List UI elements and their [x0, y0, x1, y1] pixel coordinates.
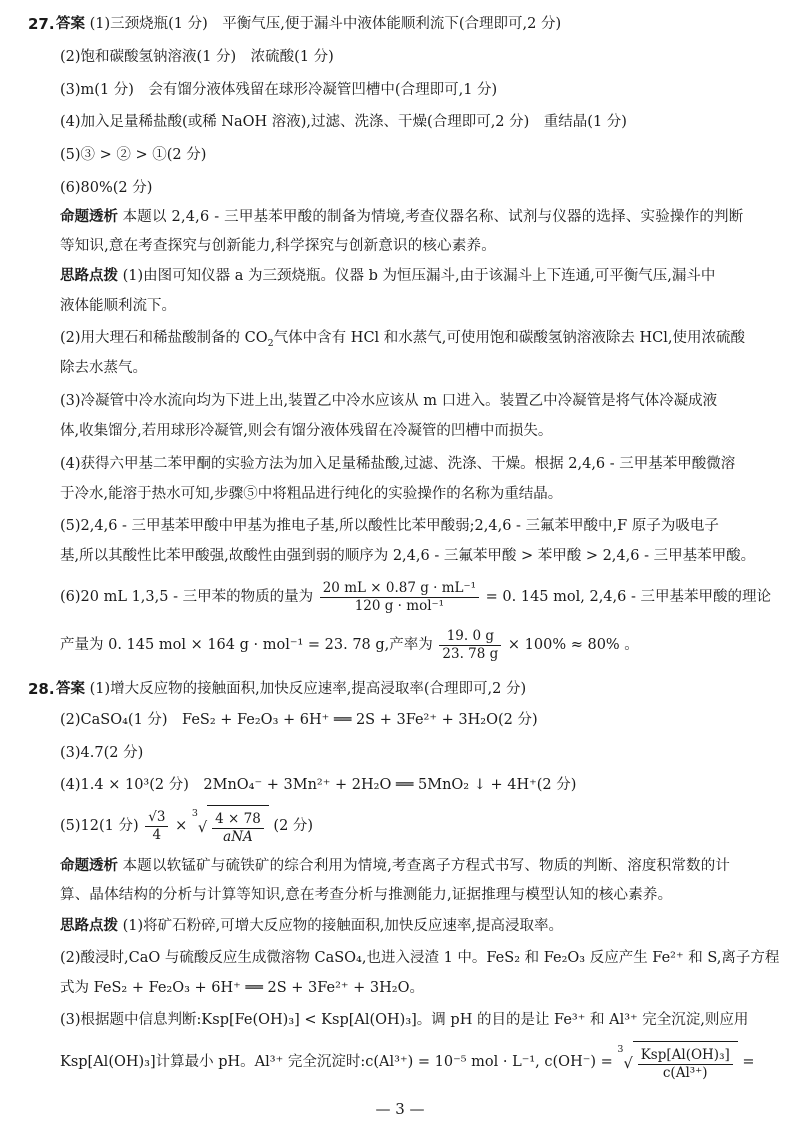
hint-label: 思路点拨 — [60, 918, 118, 934]
q27-hint-4b: 于冷水,能溶于热水可知,步骤⑤中将粗品进行纯化的实验操作的名称为重结晶。 — [60, 486, 563, 502]
q28-answer-1: (1)增大反应物的接触面积,加快反应速率,提高浸取率(合理即可,2 分) — [89, 681, 527, 697]
q27-hint-4a: (4)获得六甲基二苯甲酮的实验方法为加入足量稀盐酸,过滤、洗涤、干燥。根据 2,4,6 - 三甲基苯甲酸微溶 — [60, 456, 736, 472]
q27-hint-6b — [60, 626, 780, 664]
q28-analysis-text-1: 本题以软锰矿与硫铁矿的综合利用为情境,考查离子方程式书写、物质的判断、溶度积常数的计 — [122, 858, 731, 874]
q28-hint-2b: 式为 FeS₂ + Fe₂O₃ + 6H⁺ ══ 2S + 3Fe²⁺ + 3H₂O。 — [60, 980, 425, 996]
fraction-denominator: c(Al³⁺) — [662, 1064, 708, 1081]
fraction-sqrt3-over-4 — [145, 809, 168, 844]
q28-answer-5-post: (2 分) — [273, 818, 314, 835]
fraction-numerator: 19. 0 g — [439, 628, 501, 646]
q27-hint-2a-pre: (2)用大理石和稀盐酸制备的 CO — [60, 330, 268, 346]
q28-analysis-text-2: 算、晶体结构的分析与计算等知识,意在考查分析与推测能力,证据推理与模型认知的核心素养。 — [60, 887, 673, 903]
q27-answer-6: (6)80%(2 分) — [60, 180, 153, 196]
fraction-numerator: 4 × 78 — [212, 811, 264, 829]
answer-label: 答案 — [56, 16, 85, 32]
q27-hint-1a: (1)由图可知仪器 a 为三颈烧瓶。仪器 b 为恒压漏斗,由于该漏斗上下连通,可平衡气压,漏斗中 — [122, 268, 716, 284]
q28-hint-1: (1)将矿石粉碎,可增大反应物的接触面积,加快反应速率,提高浸取率。 — [122, 918, 563, 934]
q28-answer-5 — [60, 802, 780, 850]
q27-analysis-line-1 — [60, 207, 780, 227]
hint-label: 思路点拨 — [60, 268, 118, 284]
q27-hint-line-1 — [60, 266, 780, 286]
q27-hint-6a-post: = 0. 145 mol, 2,4,6 - 三甲基苯甲酸的理论 — [485, 589, 771, 605]
q28-answer-4: (4)1.4 × 10³(2 分) 2MnO₄⁻ + 3Mn²⁺ + 2H₂O ══ 5MnO₂ ↓ + 4H⁺(2 分) — [60, 777, 577, 793]
q27-hint-6b-pre: 产量为 0. 145 mol × 164 g · mol⁻¹ = 23. 78 g,产率为 — [60, 637, 433, 653]
answer-label: 答案 — [56, 681, 85, 697]
fraction-denominator: 23. 78 g — [442, 645, 499, 662]
times-sign: × — [175, 818, 188, 835]
q28-hint-3b-pre: Ksp[Al(OH)₃]计算最小 pH。Al³⁺ 完全沉淀时:c(Al³⁺) = 10⁻⁵ mol · L⁻¹, c(OH⁻) = — [60, 1054, 613, 1071]
question-number-28: 28. — [28, 680, 55, 698]
analysis-label: 命题透析 — [60, 209, 118, 225]
q27-hint-2b: 除去水蒸气。 — [60, 360, 147, 376]
fraction-yield — [439, 628, 501, 663]
q28-hint-2a: (2)酸浸时,CaO 与硫酸反应生成微溶物 CaSO₄,也进入浸渣 1 中。FeS₂ 和 Fe₂O₃ 反应产生 Fe²⁺ 和 S,离子方程 — [60, 950, 780, 966]
q27-analysis-text-1: 本题以 2,4,6 - 三甲基苯甲酸的制备为情境,考查仪器名称、试剂与仪器的选择、实验操作的判断 — [122, 209, 744, 225]
q28-answer-5-pre: (5)12(1 分) — [60, 818, 139, 835]
q27-answer-5: (5)③ > ② > ①(2 分) — [60, 147, 207, 163]
root-index: 3 — [191, 808, 198, 819]
q27-hint-6b-post: × 100% ≈ 80% 。 — [507, 637, 639, 653]
root-index: 3 — [617, 1044, 624, 1055]
fraction-numerator: Ksp[Al(OH)₃] — [638, 1047, 733, 1065]
q27-answer-2: (2)饱和碳酸氢钠溶液(1 分) 浓硫酸(1 分) — [60, 49, 334, 65]
q28-hint-3b-post: = — [742, 1054, 755, 1071]
q28-hint-3b — [60, 1038, 780, 1086]
q27-answer-4: (4)加入足量稀盐酸(或稀 NaOH 溶液),过滤、洗涤、干燥(合理即可,2 分) 重结晶(1 分) — [60, 114, 627, 130]
q27-hint-3a: (3)冷凝管中冷水流向均为下进上出,装置乙中冷水应该从 m 口进入。装置乙中冷凝管是将气体冷凝成液 — [60, 393, 718, 409]
q28-hint-line-1 — [60, 916, 780, 936]
q27-hint-6a-pre: (6)20 mL 1,3,5 - 三甲苯的物质的量为 — [60, 589, 314, 605]
q27-hint-2a-post: 气体中含有 HCl 和水蒸气,可使用饱和碳酸氢钠溶液除去 HCl,使用浓硫酸 — [273, 330, 745, 346]
fraction-denominator: 4 — [152, 826, 162, 843]
q28-answer-2: (2)CaSO₄(1 分) FeS₂ + Fe₂O₃ + 6H⁺ ══ 2S + 3Fe²⁺ + 3H₂O(2 分) — [60, 712, 538, 728]
q27-hint-5a: (5)2,4,6 - 三甲基苯甲酸中甲基为推电子基,所以酸性比苯甲酸弱;2,4,6 - 三氟苯甲酸中,F 原子为吸电子 — [60, 518, 719, 534]
q27-hint-1b: 液体能顺利流下。 — [60, 298, 176, 314]
q27-answer-line-1 — [56, 14, 780, 34]
radicand-fraction — [638, 1047, 733, 1082]
fraction-denominator: aNA — [223, 828, 253, 845]
cube-root: $^3$√ $\frac{4 \times 78}{\text{aNA}}$ — [192, 802, 269, 850]
q27-answer-1: (1)三颈烧瓶(1 分) 平衡气压,便于漏斗中液体能顺利流下(合理即可,2 分) — [89, 16, 562, 32]
q28-hint-3a: (3)根据题中信息判断:Ksp[Fe(OH)₃] < Ksp[Al(OH)₃]。调 pH 的目的是让 Fe³⁺ 和 Al³⁺ 完全沉淀,则应用 — [60, 1012, 749, 1028]
q28-answer-3: (3)4.7(2 分) — [60, 745, 144, 761]
fraction-moles — [320, 580, 479, 615]
q27-hint-6a — [60, 578, 780, 616]
q27-hint-3b: 体,收集馏分,若用球形冷凝管,则会有馏分液体残留在冷凝管的凹槽中而损失。 — [60, 423, 553, 439]
cube-root-ksp: $^3$√ $\frac{\text{Ksp[Al(OH)₃]}}{\text{c(Al³⁺)}}$ — [617, 1038, 737, 1086]
analysis-label: 命题透析 — [60, 858, 118, 874]
q27-answer-3: (3)m(1 分) 会有馏分液体残留在球形冷凝管凹槽中(合理即可,1 分) — [60, 82, 498, 98]
q27-hint-5b: 基,所以其酸性比苯甲酸强,故酸性由强到弱的顺序为 2,4,6 - 三氟苯甲酸 > 苯甲酸 > 2,4,6 - 三甲基苯甲酸。 — [60, 548, 756, 564]
fraction-numerator: 20 mL × 0.87 g · mL⁻¹ — [320, 580, 479, 598]
q28-analysis-line-1 — [60, 856, 780, 876]
page-number: — 3 — — [375, 1100, 425, 1118]
q27-hint-2a: (2)用大理石和稀盐酸制备的 $CO_2$气体中含有 HCl 和水蒸气,可使用饱和碳酸氢钠溶液除去 HCl,使用浓硫酸 — [60, 330, 745, 349]
q28-answer-line-1 — [56, 679, 780, 699]
q27-analysis-text-2: 等知识,意在考查探究与创新能力,科学探究与创新意识的核心素养。 — [60, 238, 496, 254]
question-number-27: 27. — [28, 15, 55, 33]
fraction-denominator: 120 g · mol⁻¹ — [354, 597, 445, 614]
radicand-fraction — [212, 811, 264, 846]
fraction-numerator: √3 — [145, 809, 168, 827]
